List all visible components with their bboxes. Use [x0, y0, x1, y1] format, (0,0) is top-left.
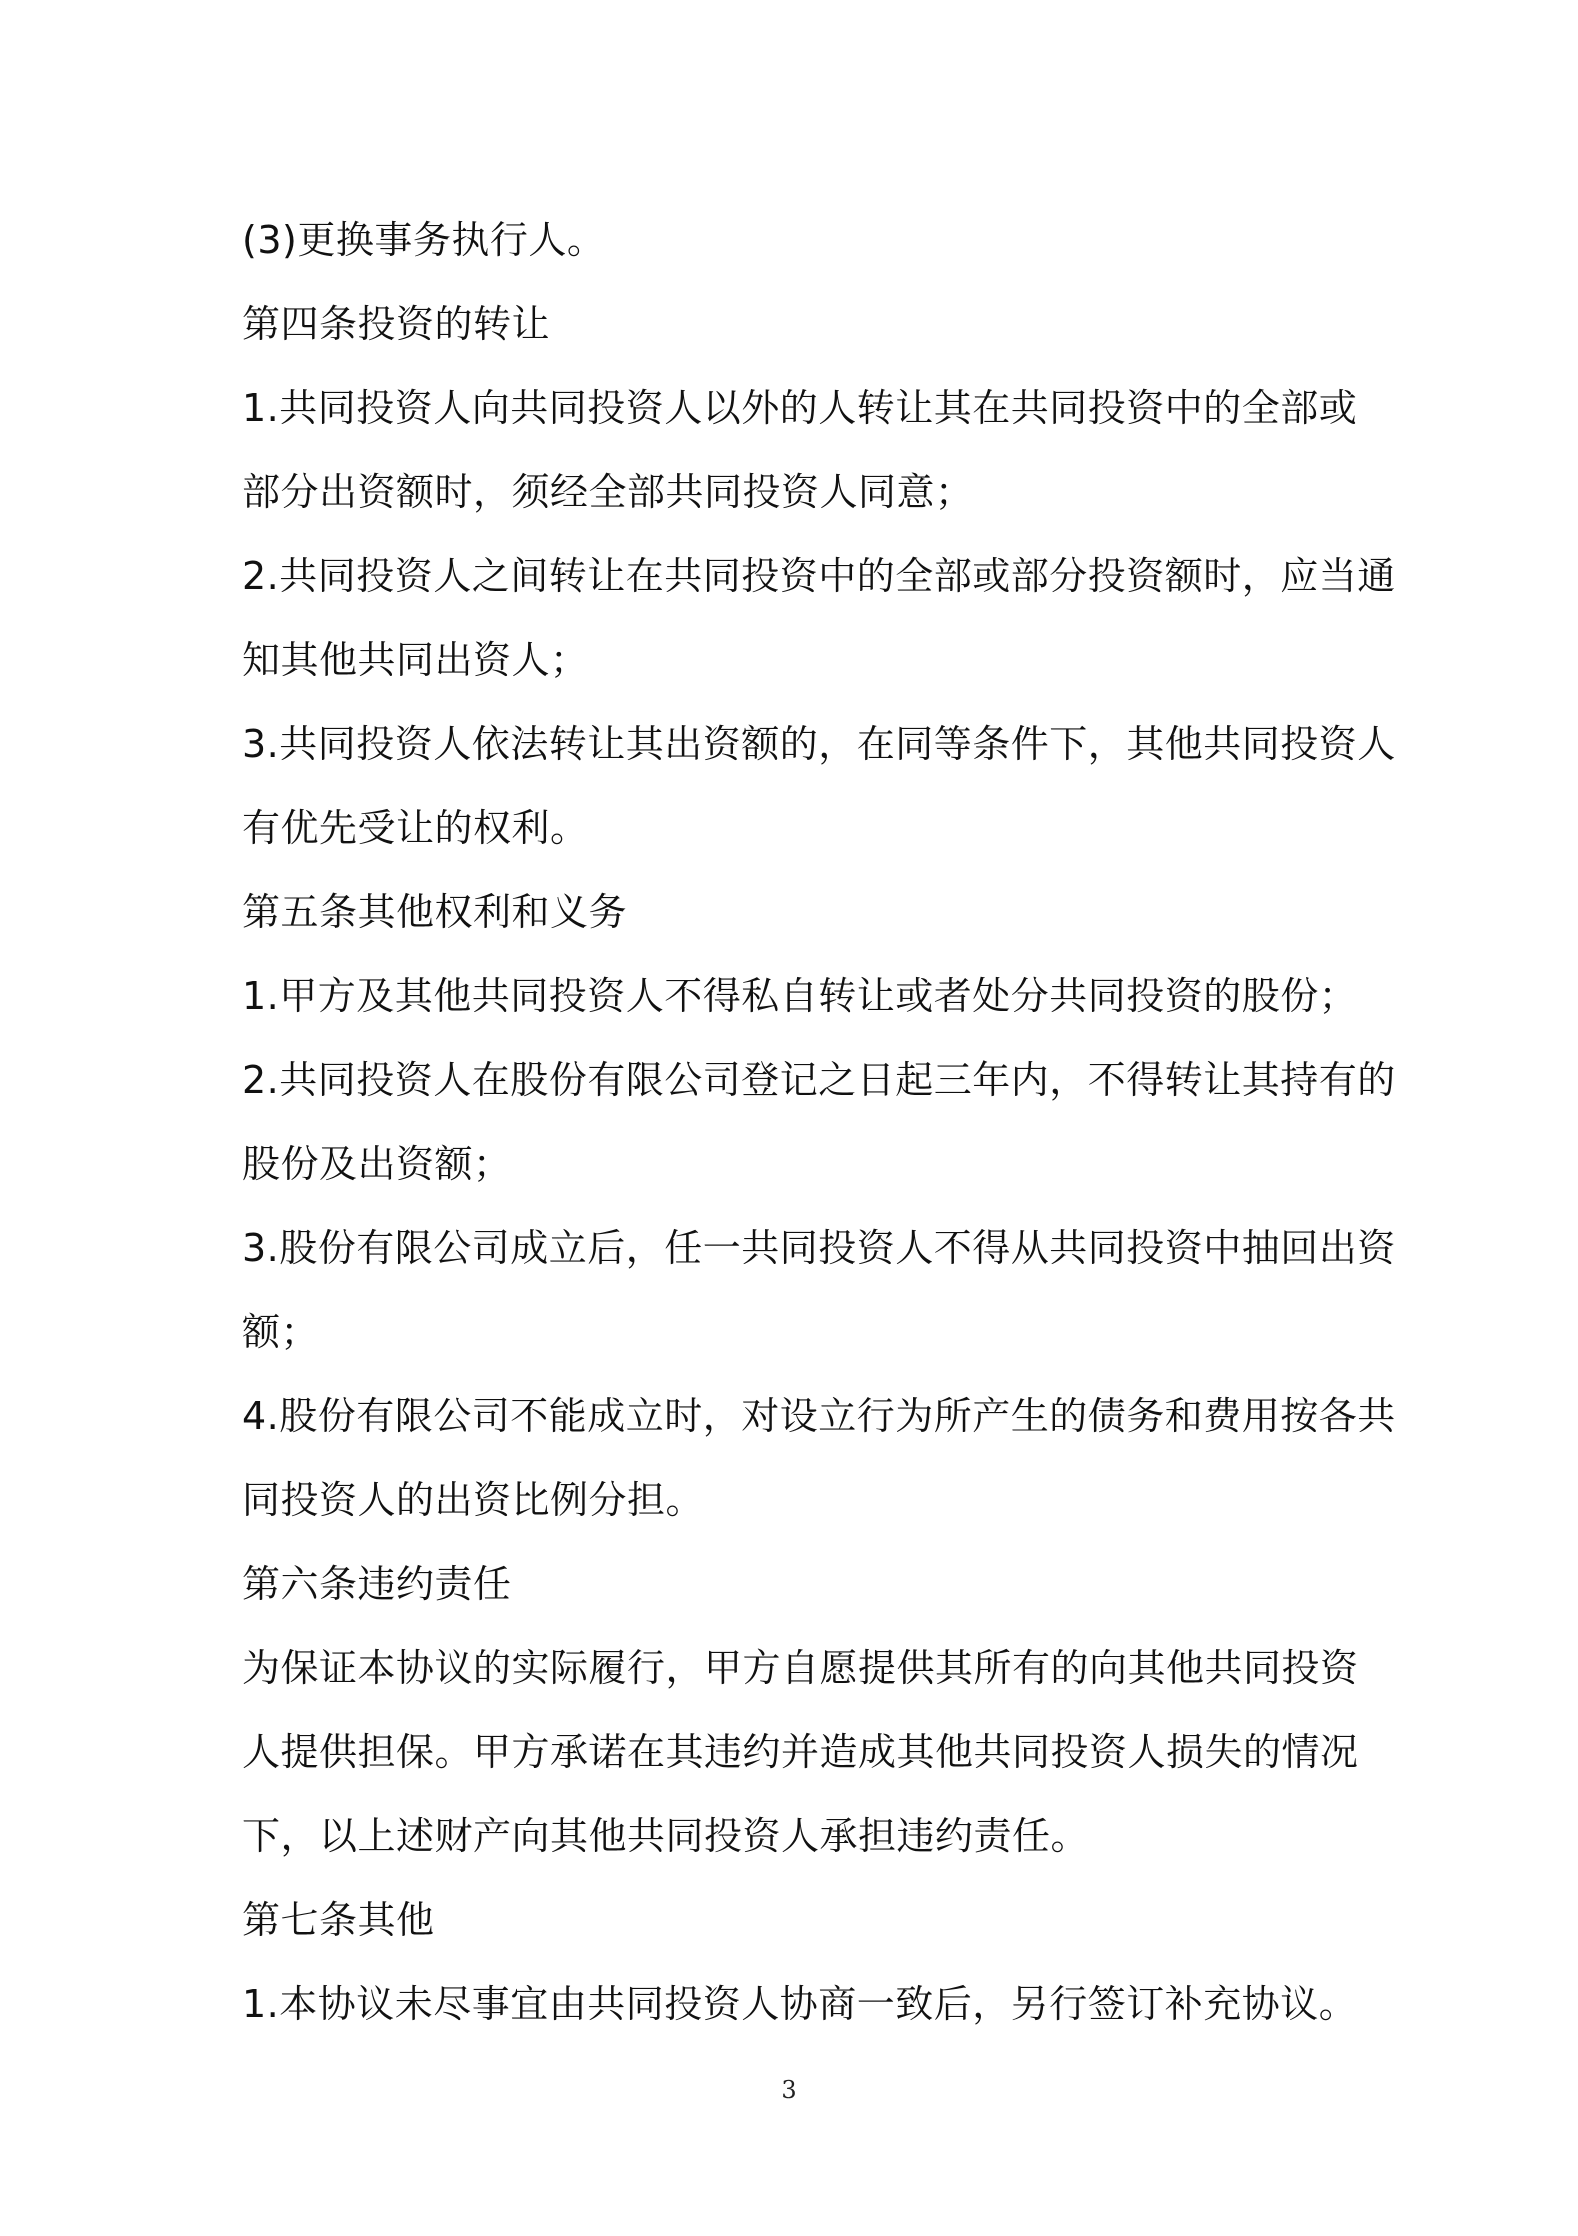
article-6-paragraph-line-1: 为保证本协议的实际履行，甲方自愿提供其所有的向其他共同投资 [242, 1646, 1359, 1690]
article-4-item-1-line-2: 部分出资额时，须经全部共同投资人同意； [242, 470, 974, 514]
article-6-paragraph-line-3: 下，以上述财产向其他共同投资人承担违约责任。 [242, 1814, 1090, 1858]
article-6-paragraph-line-2: 人提供担保。甲方承诺在其违约并造成其他共同投资人损失的情况 [242, 1730, 1359, 1774]
article-5-item-2-line-2: 股份及出资额； [242, 1142, 512, 1186]
article-4-item-2-line-1: 2.共同投资人之间转让在共同投资中的全部或部分投资额时，应当通 [242, 554, 1396, 598]
article-5-item-3-line-2: 额； [242, 1310, 320, 1354]
article-5-heading: 第五条其他权利和义务 [242, 890, 628, 934]
article-5-item-1: 1.甲方及其他共同投资人不得私自转让或者处分共同投资的股份； [242, 974, 1358, 1018]
article-4-item-3-line-2: 有优先受让的权利。 [242, 806, 589, 850]
article-7-item-1: 1.本协议未尽事宜由共同投资人协商一致后，另行签订补充协议。 [242, 1982, 1358, 2026]
article-4-item-3-line-1: 3.共同投资人依法转让其出资额的，在同等条件下，其他共同投资人 [242, 722, 1396, 766]
page-number: 3 [781, 2076, 797, 2104]
clause-item-3-replace-executor: (3)更换事务执行人。 [242, 218, 606, 262]
article-4-item-1-line-1: 1.共同投资人向共同投资人以外的人转让其在共同投资中的全部或 [242, 386, 1358, 430]
document-body [242, 198, 1396, 2046]
article-5-item-4-line-1: 4.股份有限公司不能成立时，对设立行为所产生的债务和费用按各共 [242, 1394, 1396, 1438]
article-5-item-2-line-1: 2.共同投资人在股份有限公司登记之日起三年内，不得转让其持有的 [242, 1058, 1396, 1102]
article-5-item-4-line-2: 同投资人的出资比例分担。 [242, 1478, 705, 1522]
article-4-heading: 第四条投资的转让 [242, 302, 551, 346]
article-4-item-2-line-2: 知其他共同出资人； [242, 638, 589, 682]
article-7-heading: 第七条其他 [242, 1898, 435, 1942]
article-6-heading: 第六条违约责任 [242, 1562, 512, 1606]
article-5-item-3-line-1: 3.股份有限公司成立后，任一共同投资人不得从共同投资中抽回出资 [242, 1226, 1396, 1270]
